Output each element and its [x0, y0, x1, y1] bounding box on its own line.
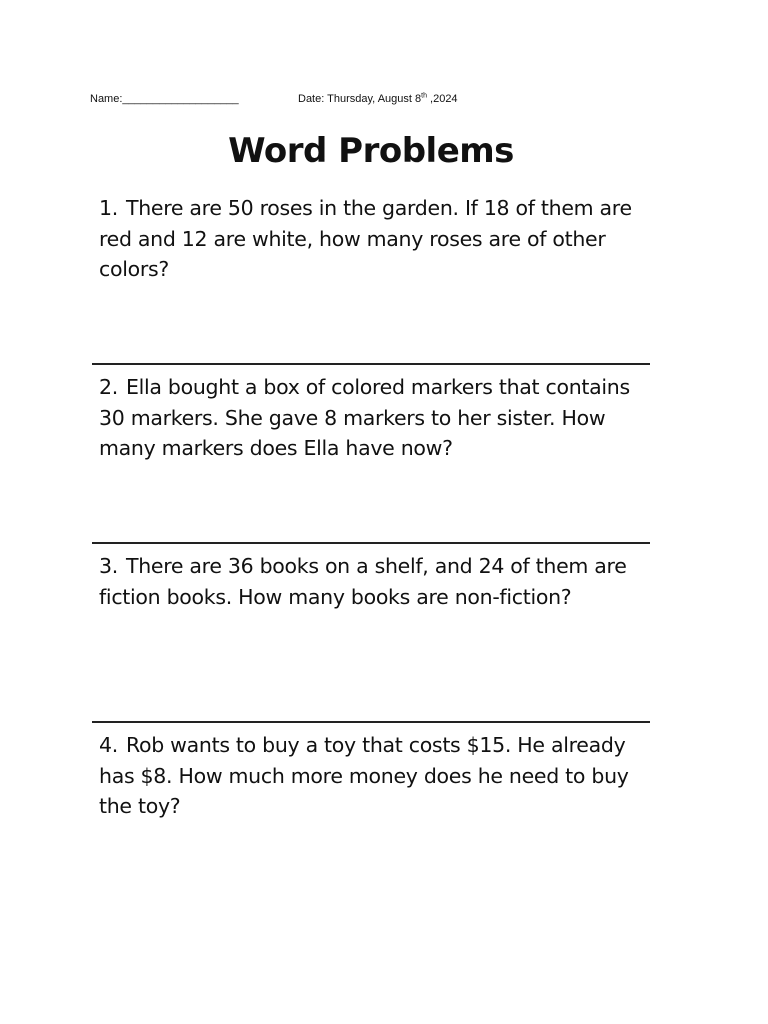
- problem-number: 2.: [99, 375, 118, 399]
- date-label: [298, 93, 458, 105]
- problem-text: Rob wants to buy a toy that costs $15. He already has $8. How much more money does he need to buy the toy?: [99, 733, 629, 818]
- document-header: [90, 92, 458, 105]
- problem-number: 1.: [99, 196, 118, 220]
- worksheet-image: [91, 121, 651, 899]
- name-label: Name:___________________: [90, 93, 239, 105]
- problem-4: [99, 730, 644, 822]
- date-year: ,2024: [426, 93, 458, 105]
- worksheet-title: Word Problems: [228, 131, 514, 171]
- problem-1: [99, 193, 644, 285]
- date-prefix: Date: Thursday, August 8: [298, 93, 422, 105]
- problem-3: [99, 551, 644, 612]
- answer-line-3: [92, 721, 650, 723]
- problem-text: There are 36 books on a shelf, and 24 of them are fiction books. How many books are non-fiction?: [99, 554, 627, 609]
- problem-text: Ella bought a box of colored markers that contains 30 markers. She gave 8 markers to her sister. How many markers does Ella have now?: [99, 375, 630, 460]
- problem-number: 4.: [99, 733, 118, 757]
- answer-line-2: [92, 542, 650, 544]
- problem-2: [99, 372, 644, 464]
- problem-number: 3.: [99, 554, 118, 578]
- problem-text: There are 50 roses in the garden. If 18 of them are red and 12 are white, how many roses are of other colors?: [99, 196, 632, 281]
- date-ordinal-suffix: th: [421, 92, 427, 100]
- answer-line-1: [92, 363, 650, 365]
